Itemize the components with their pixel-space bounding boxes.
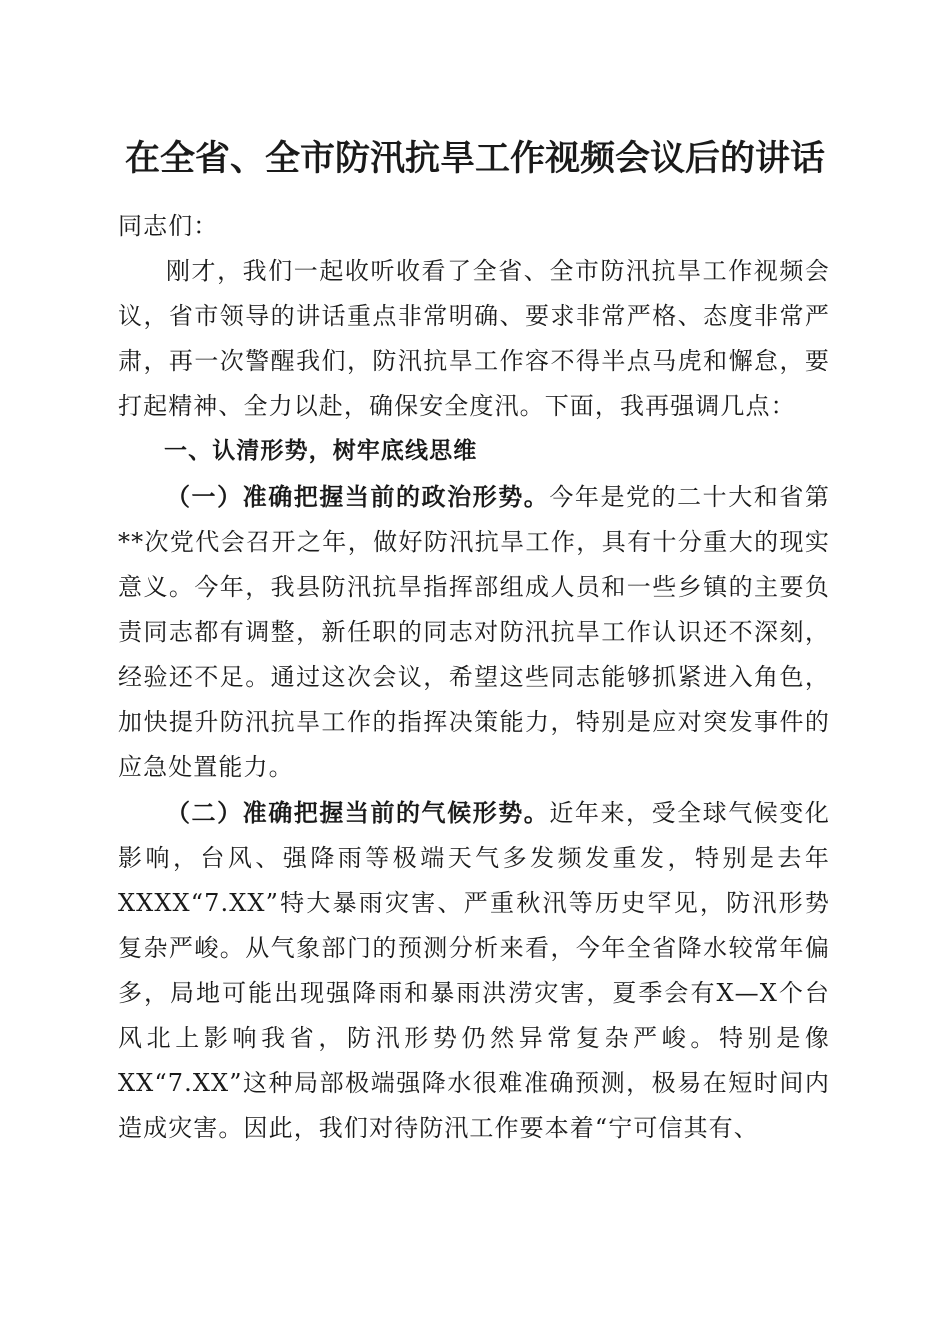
paragraph-text: 近年来，受全球气候变化影响，台风、强降雨等极端天气多发频发重发，特别是去年XXXX“7.XX”特大暴雨灾害、严重秋汛等历史罕见，防汛形势复杂严峻。从气象部门的预测分析来看，今年全省降水较常年偏多，局地可能出现强降雨和暴雨洪涝灾害，夏季会有X—X个台风北上影响我省，防汛形势仍然异常复杂严峻。特别是像XX“7.XX”这种局部极端强降水很难准确预测，极易在短时间内造成灾害。因此，我们对待防汛工作要本着“宁可信其有、	[118, 799, 830, 1142]
document-body	[118, 204, 830, 1151]
paragraph-lead: （二）准确把握当前的气候形势。	[166, 798, 550, 827]
section-heading-1: 一、认清形势，树牢底线思维	[164, 438, 478, 464]
intro-paragraph: 刚才，我们一起收听收看了全省、全市防汛抗旱工作视频会议，省市领导的讲话重点非常明确、要求非常严格、态度非常严肃，再一次警醒我们，防汛抗旱工作容不得半点马虎和懈怠，要打起精神、全力以赴，确保安全度汛。下面，我再强调几点：	[118, 257, 830, 420]
paragraph-lead: （一）准确把握当前的政治形势。	[166, 482, 550, 511]
paragraph-text: 今年是党的二十大和省第**次党代会召开之年，做好防汛抗旱工作，具有十分重大的现实意义。今年，我县防汛抗旱指挥部组成人员和一些乡镇的主要负责同志都有调整，新任职的同志对防汛抗旱工作认识还不深刻，经验还不足。通过这次会议，希望这些同志能够抓紧进入角色，加快提升防汛抗旱工作的指挥决策能力，特别是应对突发事件的应急处置能力。	[118, 483, 830, 781]
paragraph-climate-situation	[118, 790, 830, 1151]
paragraph-political-situation	[118, 474, 830, 790]
document-title: 在全省、全市防汛抗旱工作视频会议后的讲话	[124, 138, 825, 179]
salutation: 同志们：	[118, 212, 219, 240]
